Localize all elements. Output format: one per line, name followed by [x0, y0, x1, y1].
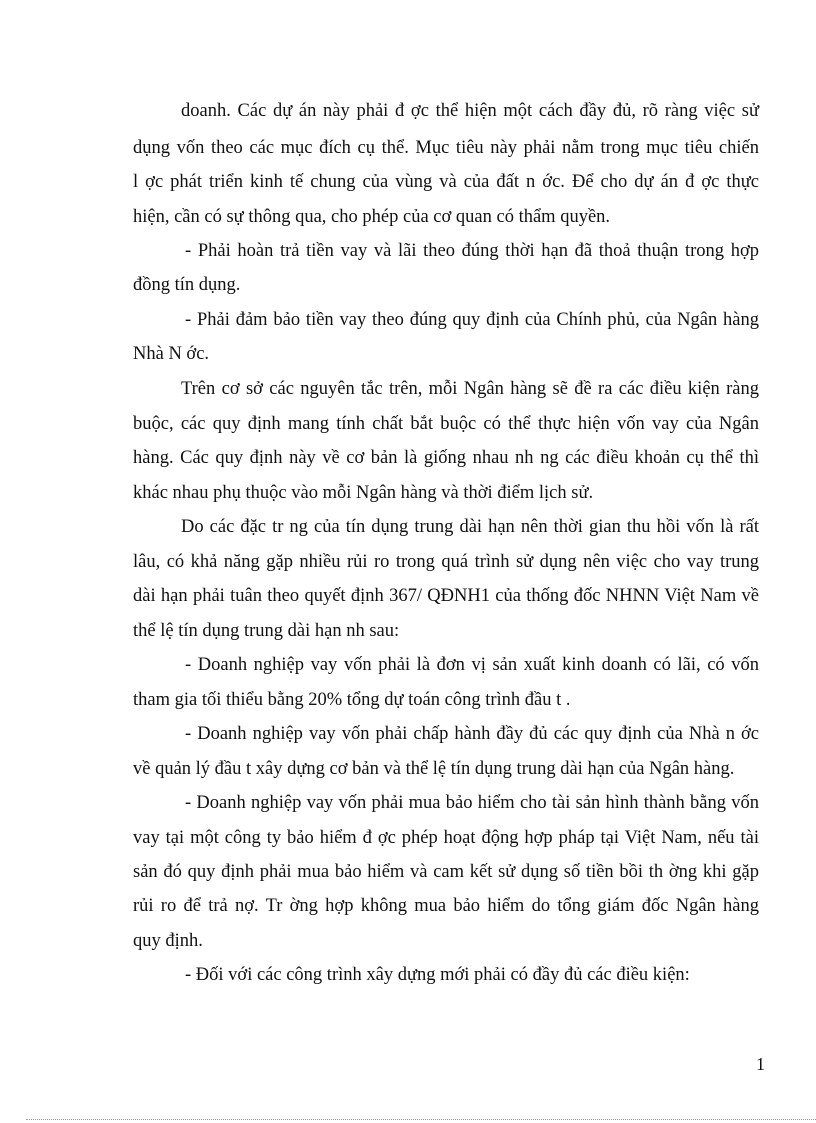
text-line: - Doanh nghiệp vay vốn phải là đơn vị sản xuất kinh doanh có lãi, có vốn [185, 655, 759, 675]
text-line: dài hạn phải tuân theo quyết định 367/ QĐNH1 của thống đốc NHNN Việt Nam về [133, 586, 759, 606]
text-line: buộc, các quy định mang tính chất bắt buộc có thể thực hiện vốn vay của Ngân [133, 414, 759, 434]
text-line: Nhà N ớc. [133, 344, 210, 364]
text-line: hàng. Các quy định này về cơ bản là giống nhau nh ng các điều khoản cụ thể thì [133, 448, 759, 468]
text-line: đồng tín dụng. [133, 275, 241, 295]
text-line: Trên cơ sở các nguyên tắc trên, mỗi Ngân hàng sẽ đề ra các điều kiện ràng [181, 379, 759, 399]
text-line: - Phải đảm bảo tiền vay theo đúng quy định của Chính phủ, của Ngân hàng [185, 310, 759, 330]
text-line: - Đối với các công trình xây dựng mới phải có đầy đủ các điều kiện: [185, 965, 690, 985]
text-line: lâu, có khả năng gặp nhiều rủi ro trong quá trình sử dụng nên việc cho vay trung [133, 552, 759, 572]
page-number: 1 [756, 1054, 765, 1074]
text-line: - Doanh nghiệp vay vốn phải mua bảo hiểm cho tài sản hình thành bằng vốn [185, 793, 759, 813]
text-line: vay tại một công ty bảo hiểm đ ợc phép hoạt động hợp pháp tại Việt Nam, nếu tài [133, 828, 759, 848]
text-line: dụng vốn theo các mục đích cụ thể. Mục tiêu này phải nằm trong mục tiêu chiến [133, 138, 759, 158]
text-line: doanh. Các dự án này phải đ ợc thể hiện một cách đầy đủ, rõ ràng việc sử [181, 101, 759, 121]
text-line: Do các đặc tr ng của tín dụng trung dài hạn nên thời gian thu hồi vốn là rất [181, 517, 759, 537]
text-line: thể lệ tín dụng trung dài hạn nh sau: [133, 621, 400, 641]
text-line: sản đó quy định phải mua bảo hiểm và cam kết sử dụng số tiền bồi th ờng khi gặp [133, 862, 759, 882]
text-line: l ợc phát triển kinh tế chung của vùng và của đất n ớc. Để cho dự án đ ợc thực [133, 172, 759, 192]
footer-divider [26, 1119, 816, 1120]
text-line: rủi ro để trả nợ. Tr ờng hợp không mua bảo hiểm do tổng giám đốc Ngân hàng [133, 896, 759, 916]
text-line: khác nhau phụ thuộc vào mỗi Ngân hàng và thời điểm lịch sử. [133, 483, 594, 503]
text-line: - Doanh nghiệp vay vốn phải chấp hành đầy đủ các quy định của Nhà n ớc [185, 724, 759, 744]
text-line: tham gia tối thiểu bằng 20% tổng dự toán công trình đầu t . [133, 690, 571, 710]
text-line: hiện, cần có sự thông qua, cho phép của cơ quan có thẩm quyền. [133, 207, 611, 227]
text-line: quy định. [133, 931, 203, 951]
text-line: - Phải hoàn trả tiền vay và lãi theo đúng thời hạn đã thoả thuận trong hợp [185, 241, 759, 261]
text-line: về quản lý đầu t xây dựng cơ bản và thể lệ tín dụng trung dài hạn của Ngân hàng. [133, 759, 735, 779]
